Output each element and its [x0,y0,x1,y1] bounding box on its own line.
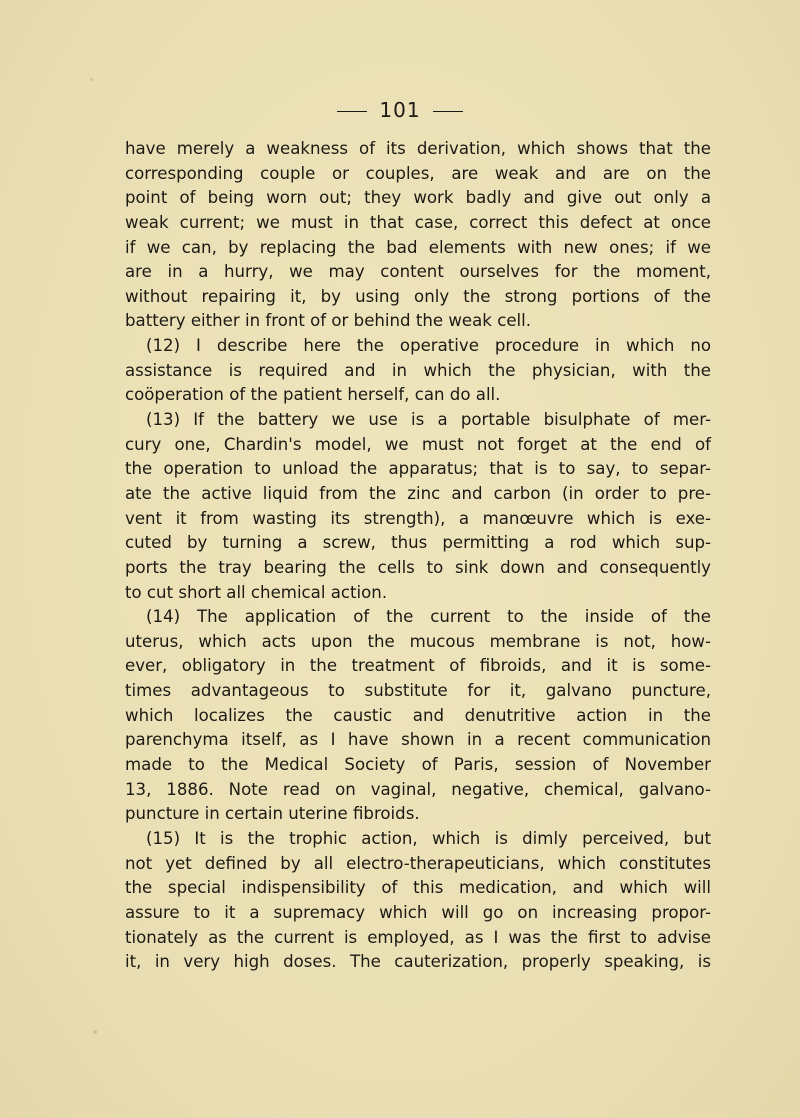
text-line: corresponding couple or couples, are weak and are on the [125,163,711,183]
text-line: parenchyma itself, as I have shown in a recent communication [125,730,711,750]
text-line: to cut short all chemical action. [125,582,388,602]
paragraph-12-start: (12) I describe here the operative procedure in which no [146,336,711,356]
text-line: puncture in certain uterine fibroids. [125,804,420,824]
paragraph-15-start: (15) It is the trophic action, which is dimly perceived, but [146,828,711,848]
paper-speck [93,1030,97,1034]
text-line: ate the active liquid from the zinc and carbon (in order to pre- [125,483,711,503]
text-line: ports the tray bearing the cells to sink down and consequently [125,557,711,577]
text-line: not yet defined by all electro-therapeuticians, which constitutes [125,853,711,873]
text-line: point of being worn out; they work badly and give out only a [125,188,711,208]
dash-left [337,111,367,112]
text-line: cury one, Chardin's model, we must not forget at the end of [125,434,711,454]
text-line: vent it from wasting its strength), a manœuvre which is exe- [125,508,711,528]
paper-speck [90,78,93,81]
text-line: the special indispensibility of this medication, and which will [125,878,711,898]
body-text [125,137,711,975]
text-line: have merely a weakness of its derivation, which shows that the [125,139,711,158]
text-line: if we can, by replacing the bad elements with new ones; if we [125,237,711,257]
text-line: made to the Medical Society of Paris, session of November [125,755,711,775]
text-line: coöperation of the patient herself, can do all. [125,385,501,405]
text-line: assure to it a supremacy which will go on increasing propor- [125,902,711,922]
text-line: without repairing it, by using only the strong portions of the [125,286,711,306]
text-line: weak current; we must in that case, correct this defect at once [125,212,711,232]
dash-right [433,111,463,112]
text-line: ever, obligatory in the treatment of fibroids, and it is some- [125,656,711,676]
text-line: uterus, which acts upon the mucous membrane is not, how- [125,631,711,651]
page-number [0,98,800,122]
text-line: battery either in front of or behind the weak cell. [125,311,532,331]
text-line: 13, 1886. Note read on vaginal, negative, chemical, galvano- [125,779,711,799]
text-line: assistance is required and in which the physician, with the [125,360,711,380]
text-line: it, in very high doses. The cauterization, properly speaking, is [125,952,711,972]
paragraph-14-start: (14) The application of the current to the inside of the [146,607,711,627]
text-line: tionately as the current is employed, as I was the first to advise [125,927,711,947]
page-number-text: 101 [379,98,421,122]
text-line: the operation to unload the apparatus; that is to say, to separ- [125,459,711,479]
text-line: times advantageous to substitute for it, galvano puncture, [125,681,711,701]
paragraph-13-start: (13) If the battery we use is a portable bisulphate of mer- [146,410,711,430]
text-line: cuted by turning a screw, thus permitting a rod which sup- [125,533,711,553]
text-line: which localizes the caustic and denutritive action in the [125,705,711,725]
text-line: are in a hurry, we may content ourselves for the moment, [125,262,711,282]
